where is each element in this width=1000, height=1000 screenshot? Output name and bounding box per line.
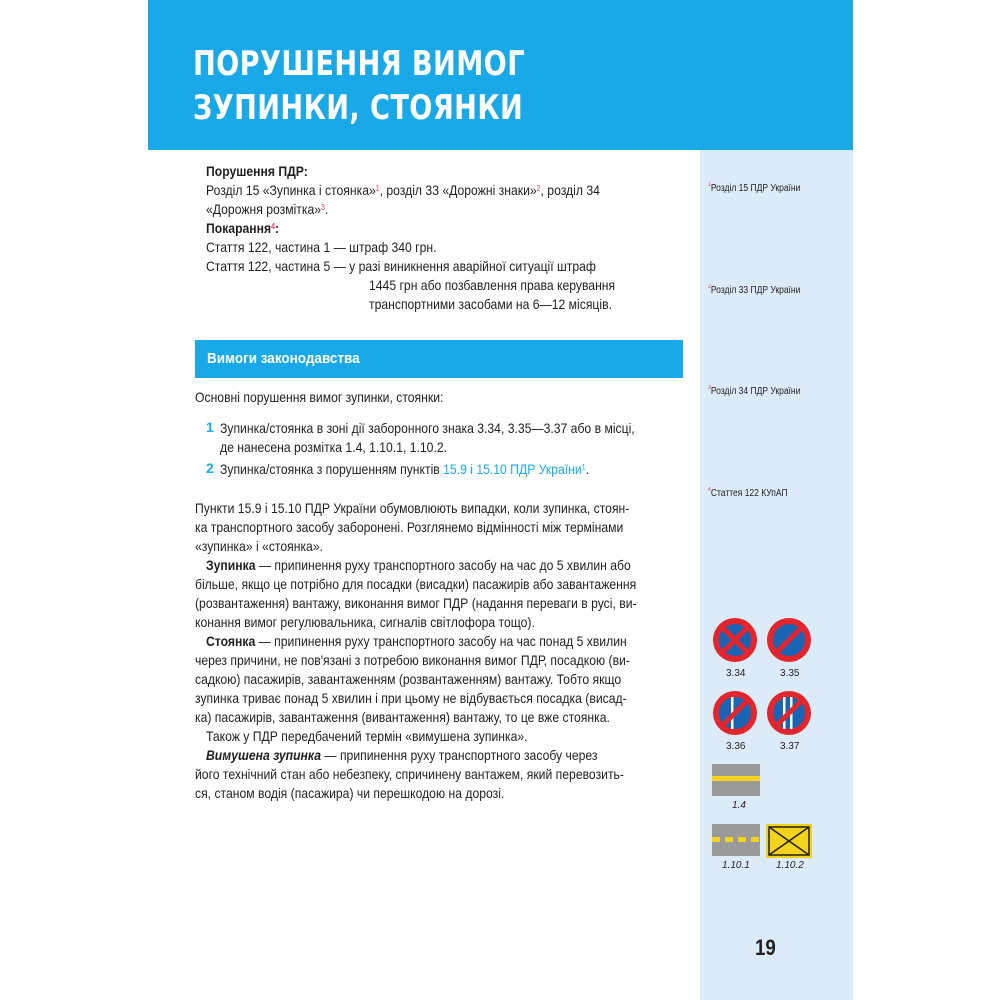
section-title: Вимоги законодавства — [207, 350, 360, 367]
penalty-heading: Покарання$^4$: — [206, 220, 280, 236]
sign-3-34-icon — [712, 617, 758, 663]
stop-definition-line-4: конання вимог регулювальника, сигналів світлофора тощо). — [195, 614, 535, 630]
body-line-3: «зупинка» і «стоянка». — [195, 538, 323, 554]
park-definition-line-5: ка) пасажирів, завантаження (вивантаження) вантажу, то це вже стоянка. — [195, 709, 610, 725]
sign-3-35-icon — [766, 617, 812, 663]
title-line-2: ЗУПИНКИ, СТОЯНКИ — [193, 88, 524, 128]
list-number-1: 1 — [206, 419, 214, 435]
note-1: $^1$Розділ 15 ПДР України — [708, 182, 801, 194]
note-4: $^4$Статтея 122 КУпАП — [708, 487, 788, 499]
note-2: $^2$Розділ 33 ПДР України — [708, 284, 801, 296]
violation-line-2: «Дорожня розмітка»$^3$. — [206, 201, 329, 217]
stop-definition-line-3: (розвантаження) вантажу, виконання вимог ПДР (надання переваги в русі, ви- — [195, 595, 637, 611]
marking-1-4-label: 1.4 — [732, 800, 746, 811]
penalty-line-3: 1445 грн або позбавлення права керування — [369, 277, 616, 293]
sign-3-37-label: 3.37 — [780, 741, 800, 752]
also-line: Також у ПДР передбачений термін «вимушена зупинка». — [206, 728, 528, 744]
park-definition-line-2: через причини, не пов'язані з потребою виконання вимог ПДР, посадкою (ви- — [195, 652, 630, 668]
marking-1-10-1-icon — [712, 824, 760, 856]
list-item-1-line-2: де нанесена розмітка 1.4, 1.10.1, 1.10.2. — [220, 439, 448, 455]
title-line-1: ПОРУШЕННЯ ВИМОГ — [193, 44, 525, 84]
marking-1-10-2-label: 1.10.2 — [776, 860, 804, 871]
list-number-2: 2 — [206, 460, 214, 476]
body-line-2: ка транспортного засобу заборонені. Розглянемо відмінності між термінами — [195, 519, 624, 535]
violation-line-1: Розділ 15 «Зупинка і стоянка»$^1$, розділ 33 «Дорожні знаки»$^2$, розділ 34 — [206, 182, 600, 198]
list-item-1-line-1: Зупинка/стоянка в зоні дії заборонного знака 3.34, 3.35—3.37 або в місці, — [220, 420, 635, 436]
intro-text: Основні порушення вимог зупинки, стоянки: — [195, 389, 444, 405]
sidebar-margin — [700, 150, 853, 1000]
body-line-1: Пункти 15.9 і 15.10 ПДР України обумовлюють випадки, коли зупинка, стоян- — [195, 500, 630, 516]
forced-definition-line-1: Вимушена зупинка — припинення руху транспортного засобу через — [206, 747, 598, 763]
marking-1-4-icon — [712, 764, 760, 796]
forced-definition-line-2: його технічний стан або небезпеку, спричинену вантажем, який перевозить- — [195, 766, 624, 782]
violation-heading: Порушення ПДР: — [206, 163, 308, 179]
penalty-line-2: Стаття 122, частина 5 — у разі виникнення аварійної ситуації штраф — [206, 258, 596, 274]
sign-3-35-label: 3.35 — [780, 668, 800, 679]
page-title — [193, 42, 525, 130]
note-3: $^3$Розділ 34 ПДР України — [708, 385, 801, 397]
sign-3-37-icon — [766, 690, 812, 736]
park-definition-line-4: зупинка триває понад 5 хвилин і при цьому не відбувається посадка (висад- — [195, 690, 627, 706]
header-banner — [148, 0, 853, 150]
marking-1-10-2-icon — [766, 824, 812, 858]
stop-definition-line-1: Зупинка — припинення руху транспортного засобу на час до 5 хвилин або — [206, 557, 631, 573]
park-definition-line-3: садкою) пасажирів, завантаженням (розвантаженням) вантажу. Тобто якщо — [195, 671, 622, 687]
forced-definition-line-3: ся, станом водія (пасажира) чи перешкодою на дорозі. — [195, 785, 505, 801]
stop-definition-line-2: більше, якщо це потрібно для посадки (висадки) пасажирів або завантаження — [195, 576, 637, 592]
sign-3-36-icon — [712, 690, 758, 736]
list-item-2: Зупинка/стоянка з порушенням пунктів 15.9 і 15.10 ПДР України$^1$. — [220, 461, 589, 477]
sign-3-34-label: 3.34 — [726, 668, 746, 679]
penalty-line-1: Стаття 122, частина 1 — штраф 340 грн. — [206, 239, 437, 255]
pdr-link[interactable]: 15.9 і 15.10 ПДР України — [443, 461, 582, 477]
penalty-line-4: транспортними засобами на 6—12 місяців. — [369, 296, 612, 312]
marking-1-10-1-label: 1.10.1 — [722, 860, 750, 871]
page-number: 19 — [755, 935, 776, 960]
section-header — [195, 340, 683, 378]
park-definition-line-1: Стоянка — припинення руху транспортного засобу на час понад 5 хвилин — [206, 633, 627, 649]
sign-3-36-label: 3.36 — [726, 741, 746, 752]
